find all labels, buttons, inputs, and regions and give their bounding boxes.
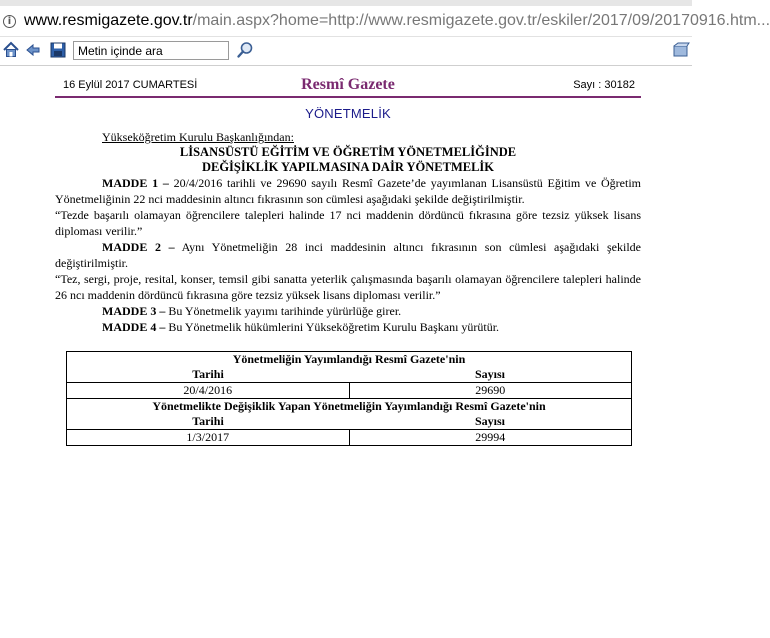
row-2-number: 29994 (349, 430, 632, 446)
back-arrow-icon[interactable] (24, 41, 42, 59)
masthead (55, 70, 641, 98)
section-heading: YÖNETMELİK (305, 106, 391, 121)
table-section-2-title: Yönetmelikte Değişiklik Yapan Yönetmeliğin Yayımlandığı Resmî Gazete'nin (152, 399, 546, 413)
address-bar[interactable] (0, 6, 770, 37)
bookmark-icon[interactable] (672, 41, 690, 59)
regulation-title-line-1: LİSANSÜSTÜ EĞİTİM VE ÖĞRETİM YÖNETMELİĞİNDE (179, 145, 517, 159)
article-4 (55, 319, 641, 335)
column-header-number: Sayısı (474, 367, 505, 381)
article-3-heading: MADDE 3 – (102, 304, 166, 318)
url-host: www.resmigazete.gov.tr (24, 12, 193, 29)
article-1-quote: “Tezde başarılı olamayan öğrencilere talepleri halinde 17 nci maddenin dördüncü fıkrasına göre tezsiz yüksek lisans diploması verilir.” (55, 208, 641, 238)
table-section-2 (67, 399, 632, 430)
column-header-number: Sayısı (474, 414, 505, 428)
table-row (67, 383, 632, 399)
regulation-title-line-2: DEĞİŞİKLİK YAPILMASINA DAİR YÖNETMELİK (201, 160, 495, 174)
column-header-date: Tarihi (192, 367, 224, 381)
article-2 (55, 239, 641, 271)
url-path: /main.aspx?home=http://www.resmigazete.gov.tr/eskiler/2017/09/20170916.htm... (192, 12, 770, 29)
gazette-title: Resmî Gazete (301, 76, 395, 93)
page-toolbar (0, 37, 692, 66)
row-2-date: 1/3/2017 (67, 430, 350, 446)
regulation-body (55, 129, 641, 335)
column-header-date: Tarihi (192, 414, 224, 428)
save-icon[interactable] (49, 41, 67, 59)
info-icon[interactable]: i (3, 15, 16, 28)
article-1-text: 20/4/2016 tarihli ve 29690 sayılı Resmî Gazete’de yayımlanan Lisansüstü Eğitim ve Öğretim Yönetmeliğinin 22 nci maddesinin altıncı fıkrasının son cümlesi aşağıdaki şekilde değiştirilmiştir. (55, 176, 642, 206)
article-2-text: Aynı Yönetmeliğin 28 inci maddesinin altıncı fıkrasının son cümlesi aşağıdaki şekilde değiştirilmiştir. (55, 240, 641, 270)
publication-date: 16 Eylül 2017 CUMARTESİ (63, 79, 198, 91)
article-1 (55, 175, 641, 207)
search-input[interactable] (73, 41, 229, 60)
article-4-heading: MADDE 4 – (102, 320, 166, 334)
issue-number: Sayı : 30182 (573, 79, 635, 91)
home-icon[interactable] (2, 41, 20, 59)
article-2-quote: “Tez, sergi, proje, resital, konser, temsil gibi sanatta yeterlik çalışmasında başarılı olamayan öğrencilere talepleri halinde 26 ncı maddenin dördüncü fıkrasına göre tezsiz yüksek lisans diploması verilir.” (55, 272, 641, 302)
issuing-authority: Yükseköğretim Kurulu Başkanlığından: (102, 130, 294, 144)
article-3-text: Bu Yönetmelik yayımı tarihinde yürürlüğe girer. (165, 304, 402, 318)
article-3 (55, 303, 641, 319)
article-2-heading: MADDE 2 – (102, 240, 175, 254)
table-row (67, 430, 632, 446)
url-text[interactable] (24, 12, 770, 30)
row-1-date: 20/4/2016 (67, 383, 350, 399)
search-icon[interactable] (236, 41, 254, 59)
article-4-text: Bu Yönetmelik hükümlerini Yükseköğretim Kurulu Başkanı yürütür. (165, 320, 500, 334)
row-1-number: 29690 (349, 383, 632, 399)
article-1-heading: MADDE 1 – (102, 176, 169, 190)
table-section-1 (67, 352, 632, 383)
table-section-1-title: Yönetmeliğin Yayımlandığı Resmî Gazete'nin (232, 352, 466, 366)
publication-history-table (66, 351, 632, 446)
gazette-page (55, 70, 641, 335)
